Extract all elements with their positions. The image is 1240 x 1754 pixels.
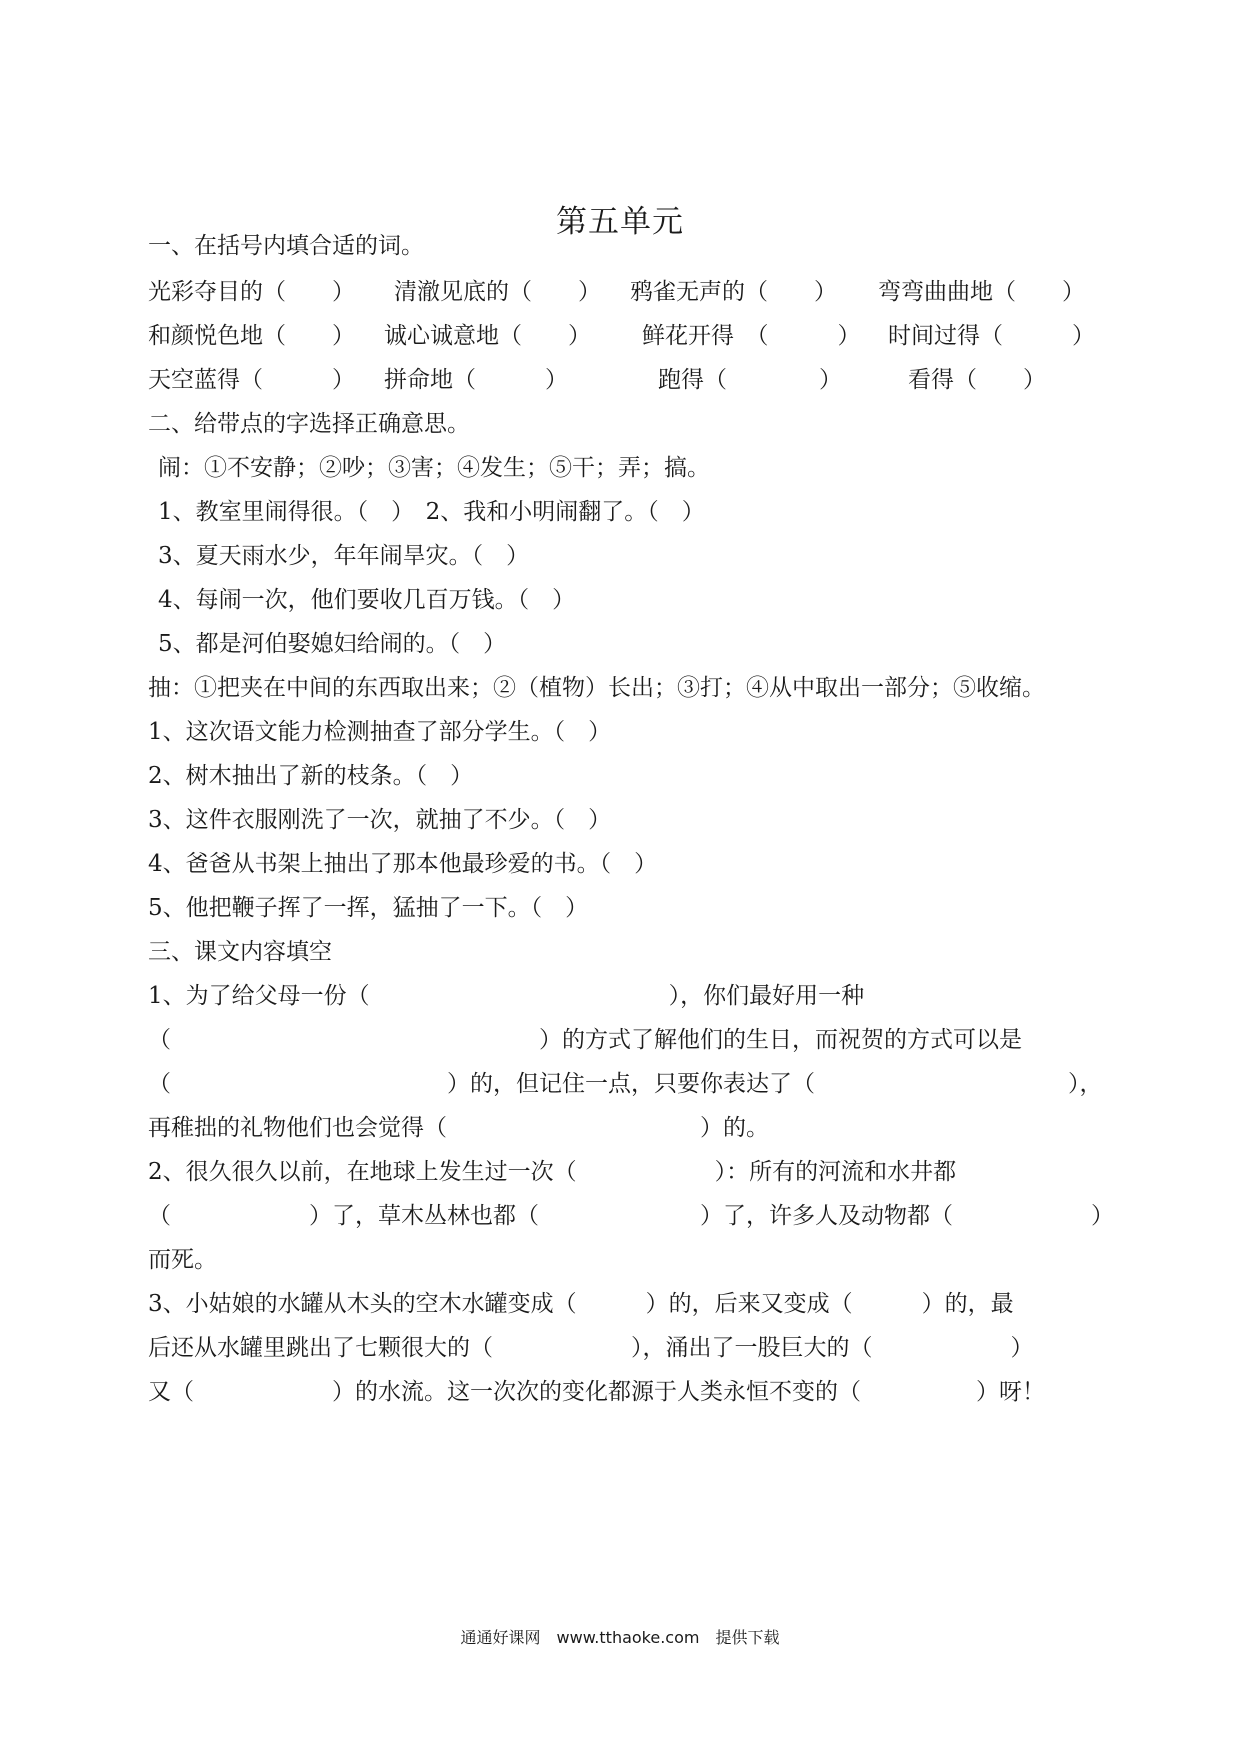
fill-item: 诚心诚意地（ ） bbox=[384, 323, 591, 349]
question-item: 1、这次语文能力检测抽查了部分学生。（ ） bbox=[148, 719, 612, 745]
chou-definitions: 抽：①把夹在中间的东西取出来；②（植物）长出；③打；④从中取出一部分；⑤收缩。 bbox=[148, 675, 1045, 701]
fill-item: 鸦雀无声的（ ） bbox=[630, 279, 837, 305]
page-title: 第五单元 bbox=[556, 204, 684, 240]
question-item: 5、他把鞭子挥了一挥，猛抽了一下。（ ） bbox=[148, 895, 589, 921]
section3-heading: 三、课文内容填空 bbox=[148, 939, 332, 965]
question-item: 4、爸爸从书架上抽出了那本他最珍爱的书。（ ） bbox=[148, 851, 658, 877]
question-item: 3、夏天雨水少，年年闹旱灾。（ ） bbox=[158, 543, 530, 569]
passage-line: 而死。 bbox=[148, 1247, 217, 1273]
question-item: 5、都是河伯娶媳妇给闹的。（ ） bbox=[158, 631, 507, 657]
fill-item: 弯弯曲曲地（ ） bbox=[878, 279, 1085, 305]
passage-line: 又（ ）的水流。这一次次的变化都源于人类永恒不变的（ ）呀！ bbox=[148, 1379, 1045, 1405]
footer-credit: 通通好课网 www.tthaoke.com 提供下载 bbox=[460, 1628, 780, 1647]
passage-line: （ ）的，但记住一点，只要你表达了（ ）， bbox=[148, 1071, 1103, 1097]
fill-item: 跑得（ ） bbox=[658, 367, 842, 393]
fill-item: 拼命地（ ） bbox=[384, 367, 568, 393]
fill-item: 时间过得（ ） bbox=[888, 323, 1095, 349]
fill-item: 鲜花开得 （ ） bbox=[642, 323, 861, 349]
question-item: 3、这件衣服刚洗了一次，就抽了不少。（ ） bbox=[148, 807, 612, 833]
section1-heading: 一、在括号内填合适的词。 bbox=[148, 233, 424, 259]
section1-row bbox=[148, 276, 1098, 308]
question-item: 1、教室里闹得很。（ ） 2、我和小明闹翻了。（ ） bbox=[158, 499, 705, 525]
fill-item: 清澈见底的（ ） bbox=[394, 279, 601, 305]
passage-line: 2、很久很久以前，在地球上发生过一次（ ）：所有的河流和水井都 bbox=[148, 1159, 957, 1185]
passage-line: 1、为了给父母一份（ ），你们最好用一种 bbox=[148, 983, 865, 1009]
section1-row bbox=[148, 364, 1098, 396]
question-item: 4、每闹一次，他们要收几百万钱。（ ） bbox=[158, 587, 576, 613]
fill-item: 和颜悦色地（ ） bbox=[148, 323, 355, 349]
fill-item: 看得（ ） bbox=[908, 367, 1046, 393]
nao-definitions: 闹：①不安静；②吵；③害；④发生；⑤干；弄；搞。 bbox=[158, 455, 710, 481]
question-item: 2、树木抽出了新的枝条。（ ） bbox=[148, 763, 474, 789]
passage-line: 后还从水罐里跳出了七颗很大的（ ），涌出了一股巨大的（ ） bbox=[148, 1335, 1034, 1361]
passage-line: （ ）的方式了解他们的生日，而祝贺的方式可以是 bbox=[148, 1027, 1022, 1053]
section2-heading: 二、给带点的字选择正确意思。 bbox=[148, 411, 470, 437]
section1-row bbox=[148, 320, 1098, 352]
fill-item: 光彩夺目的（ ） bbox=[148, 279, 355, 305]
passage-line: 再稚拙的礼物他们也会觉得（ ）的。 bbox=[148, 1115, 769, 1141]
fill-item: 天空蓝得（ ） bbox=[148, 367, 355, 393]
passage-line: （ ）了，草木丛林也都（ ）了，许多人及动物都（ ） bbox=[148, 1203, 1114, 1229]
passage-line: 3、小姑娘的水罐从木头的空木水罐变成（ ）的，后来又变成（ ）的，最 bbox=[148, 1291, 1014, 1317]
